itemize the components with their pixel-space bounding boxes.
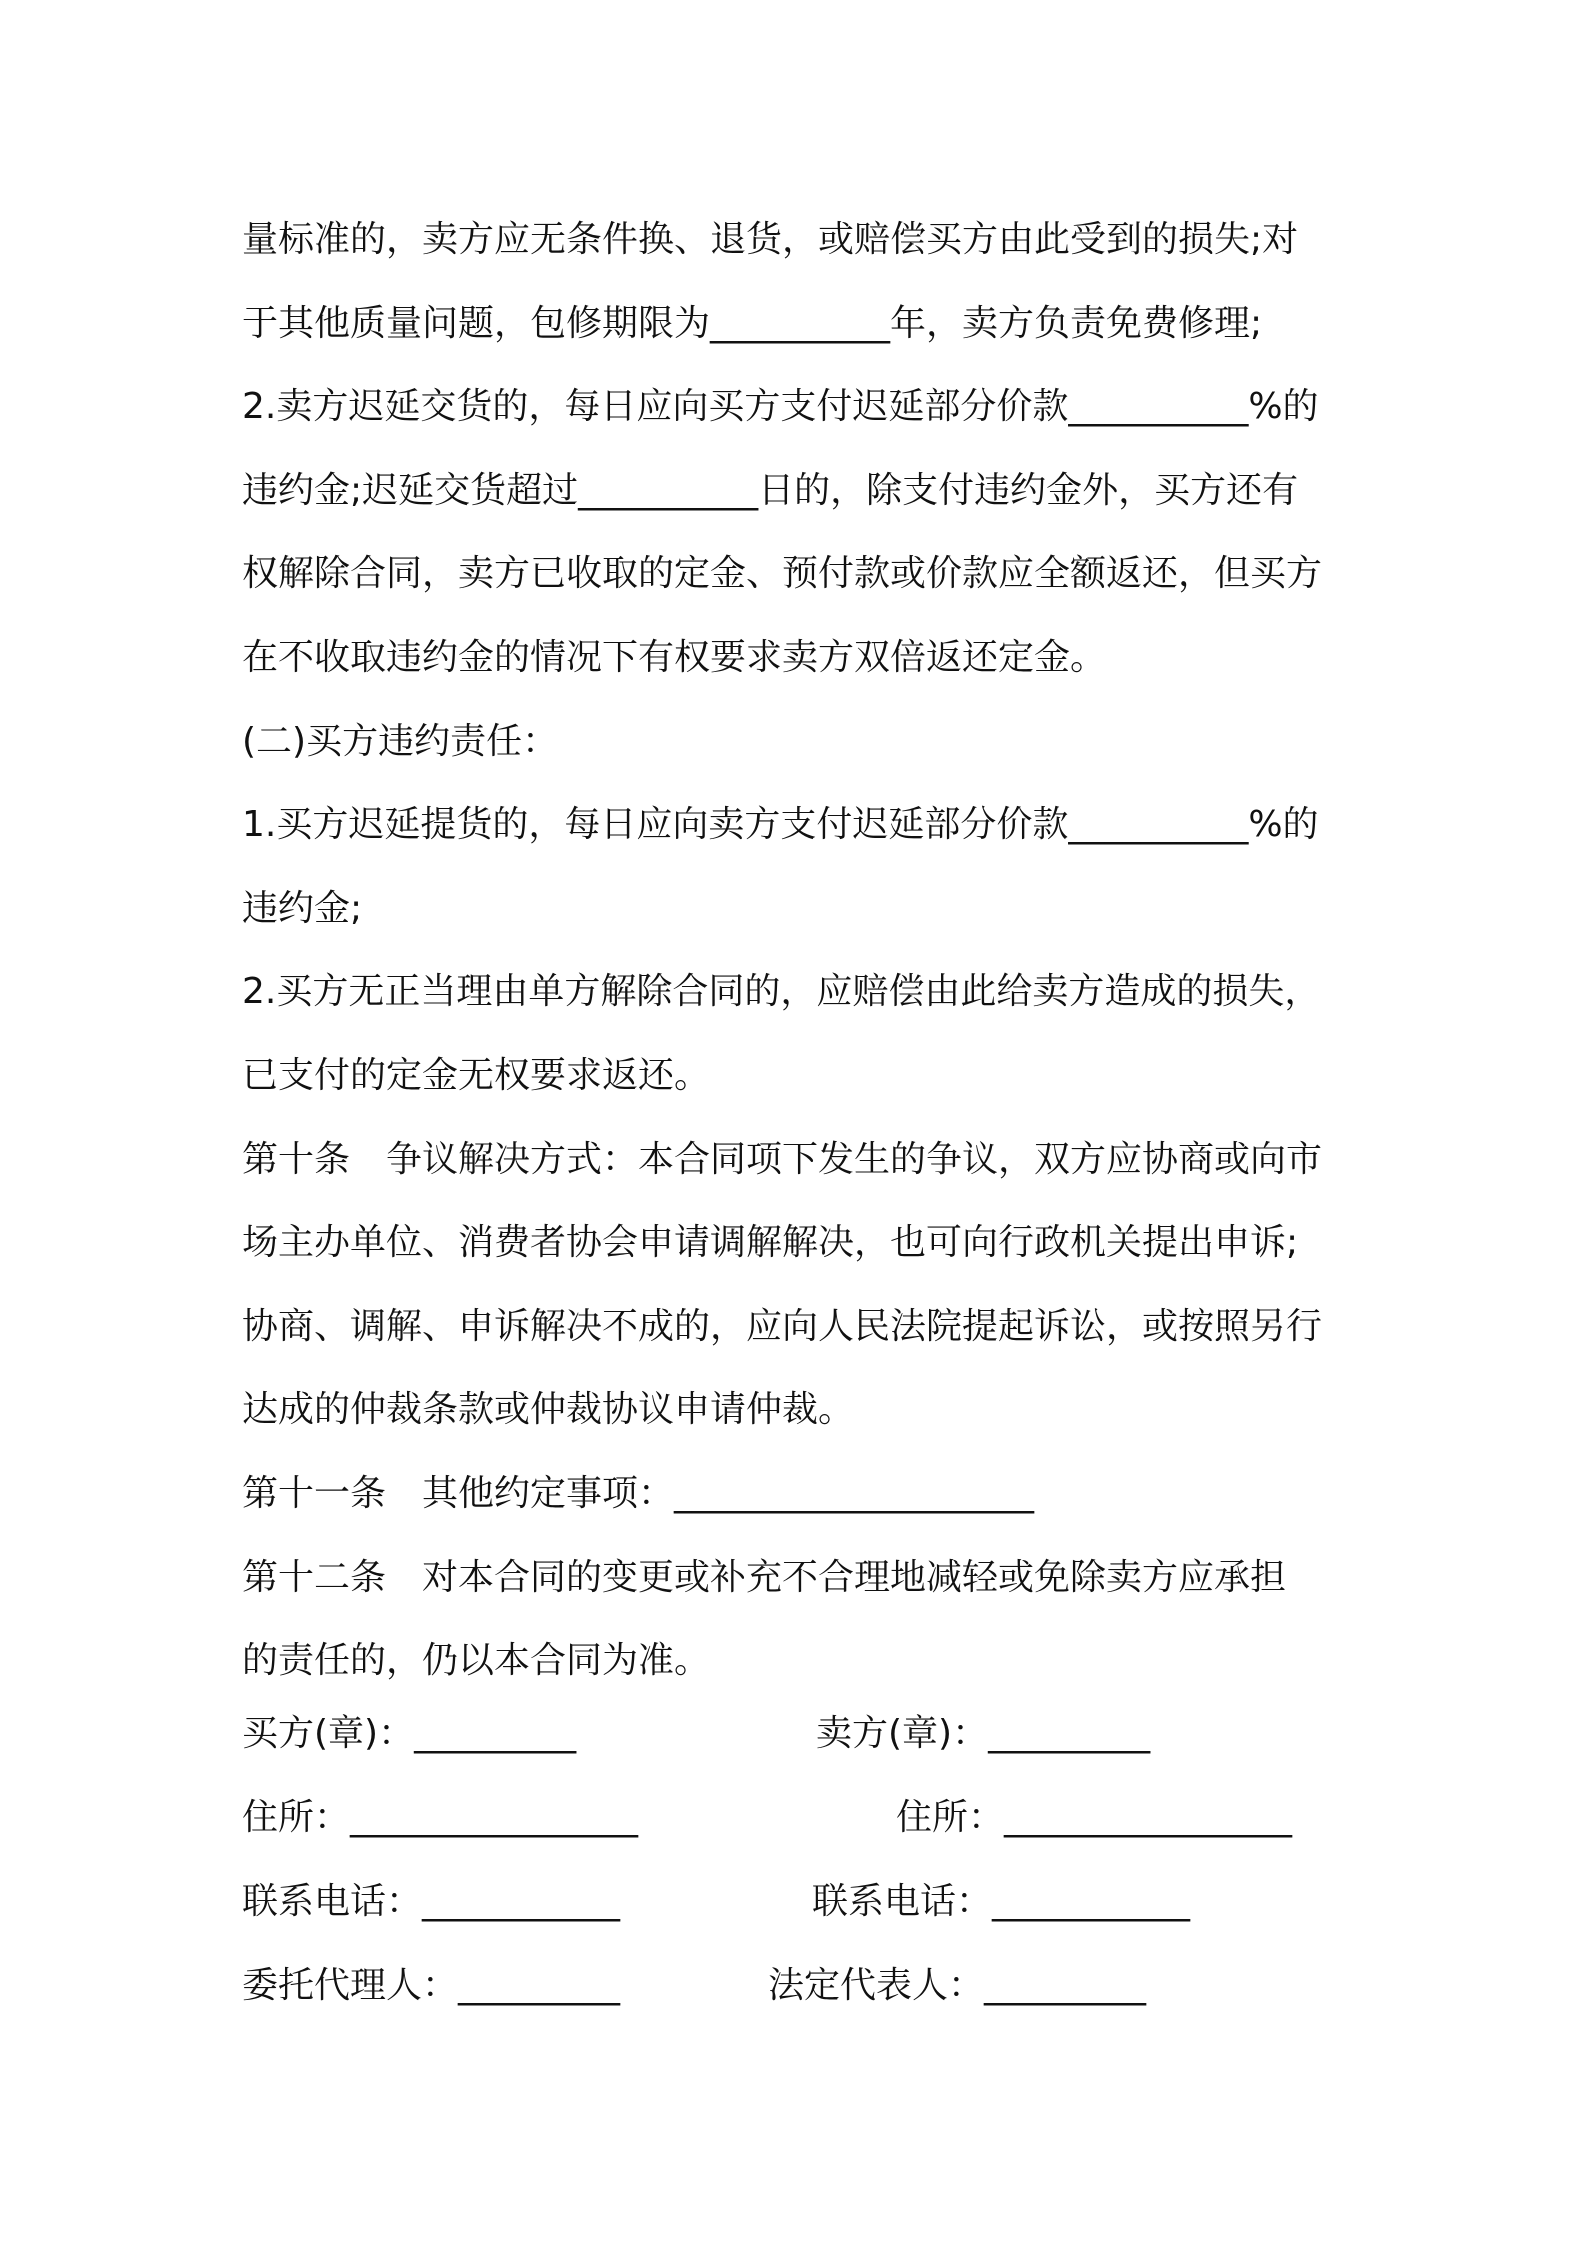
paragraph-line: 量标准的，卖方应无条件换、退货，或赔偿买方由此受到的损失;对 xyxy=(242,219,1299,260)
paragraph-line: 2.卖方迟延交货的，每日应向买方支付迟延部分价款__________%的 xyxy=(242,386,1319,428)
section-heading: (二)买方违约责任： xyxy=(242,720,559,762)
buyer-agent-field: 委托代理人：_________ xyxy=(242,1965,621,2006)
seller-phone-field: 联系电话：___________ xyxy=(812,1881,1191,1922)
signature-row-phone xyxy=(242,1860,1357,1944)
paragraph-line: 协商、调解、申诉解决不成的，应向人民法院提起诉讼，或按照另行 xyxy=(242,1305,1323,1347)
paragraph-line: 于其他质量问题，包修期限为__________年，卖方负责免费修理; xyxy=(242,302,1263,344)
paragraph-line: 场主办单位、消费者协会申请调解解决，也可向行政机关提出申诉; xyxy=(242,1222,1299,1264)
seller-seal-field: 卖方(章)：_________ xyxy=(816,1713,1151,1754)
seller-representative-field: 法定代表人：_________ xyxy=(768,1965,1147,2006)
buyer-seal-field: 买方(章)：_________ xyxy=(242,1713,577,1754)
paragraph-line: 的责任的，仍以本合同为准。 xyxy=(242,1640,711,1682)
signature-row-address xyxy=(242,1776,1357,1860)
paragraph-line: 已支付的定金无权要求返还。 xyxy=(242,1054,711,1096)
signature-row-seal xyxy=(242,1692,1357,1776)
paragraph-line: 违约金; xyxy=(242,887,363,929)
contract-body xyxy=(242,198,1357,1703)
article-10-line: 第十条 争议解决方式：本合同项下发生的争议，双方应协商或向市 xyxy=(242,1138,1323,1180)
paragraph-line: 2.买方无正当理由单方解除合同的，应赔偿由此给卖方造成的损失， xyxy=(242,971,1321,1013)
paragraph-line: 1.买方迟延提货的，每日应向卖方支付迟延部分价款__________%的 xyxy=(242,804,1319,846)
buyer-phone-field: 联系电话：___________ xyxy=(242,1881,621,1922)
seller-address-field: 住所：________________ xyxy=(896,1797,1293,1838)
paragraph-line: 违约金;迟延交货超过__________日的，除支付违约金外，买方还有 xyxy=(242,469,1299,511)
signature-row-representative xyxy=(242,1944,1357,2028)
paragraph-line: 权解除合同，卖方已收取的定金、预付款或价款应全额返还，但买方 xyxy=(242,553,1323,595)
article-12-line: 第十二条 对本合同的变更或补充不合理地减轻或免除卖方应承担 xyxy=(242,1556,1287,1598)
buyer-address-field: 住所：________________ xyxy=(242,1797,639,1838)
article-11-line: 第十一条 其他约定事项：____________________ xyxy=(242,1472,1035,1514)
paragraph-line: 达成的仲裁条款或仲裁协议申请仲裁。 xyxy=(242,1389,855,1431)
paragraph-line: 在不收取违约金的情况下有权要求卖方双倍返还定金。 xyxy=(242,636,1107,678)
signature-block xyxy=(242,1692,1357,2028)
